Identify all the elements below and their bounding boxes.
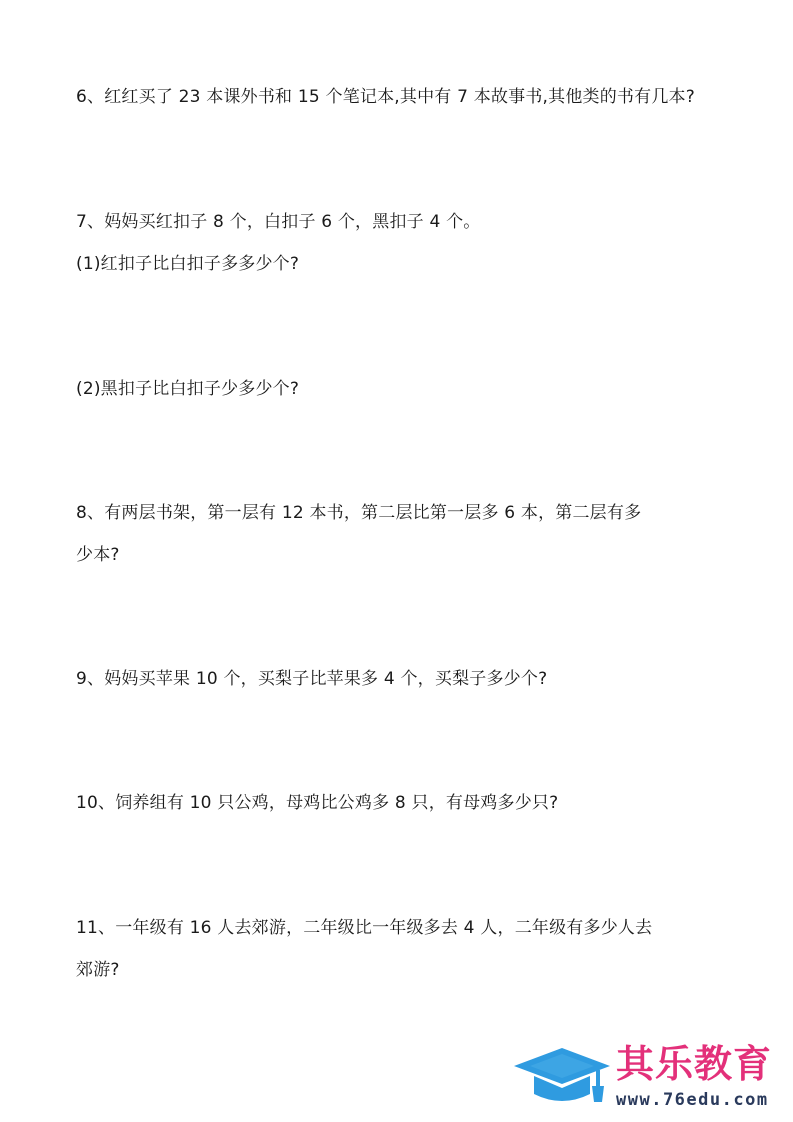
- question-7: 7、妈妈买红扣子 8 个，白扣子 6 个，黑扣子 4 个。: [76, 212, 481, 232]
- question-7-part-2: (2)黑扣子比白扣子少多少个?: [76, 379, 300, 399]
- logo-title: 其乐教育: [616, 1042, 773, 1086]
- question-6: 6、红红买了 23 本课外书和 15 个笔记本,其中有 7 本故事书,其他类的书有几本?: [76, 87, 695, 107]
- question-11-line-1: 11、一年级有 16 人去郊游，二年级比一年级多去 4 人，二年级有多少人去: [76, 918, 653, 938]
- logo-url: www.76edu.com: [616, 1090, 769, 1110]
- brand-logo: [512, 1040, 784, 1116]
- question-8-line-2: 少本?: [76, 545, 120, 565]
- question-10: 10、饲养组有 10 只公鸡，母鸡比公鸡多 8 只，有母鸡多少只?: [76, 793, 559, 813]
- question-11-line-2: 郊游?: [76, 960, 120, 980]
- question-7-part-1: (1)红扣子比白扣子多多少个?: [76, 254, 300, 274]
- question-9: 9、妈妈买苹果 10 个，买梨子比苹果多 4 个，买梨子多少个?: [76, 669, 548, 689]
- question-8-line-1: 8、有两层书架，第一层有 12 本书，第二层比第一层多 6 本，第二层有多: [76, 503, 642, 523]
- graduation-cap-icon: [512, 1044, 612, 1114]
